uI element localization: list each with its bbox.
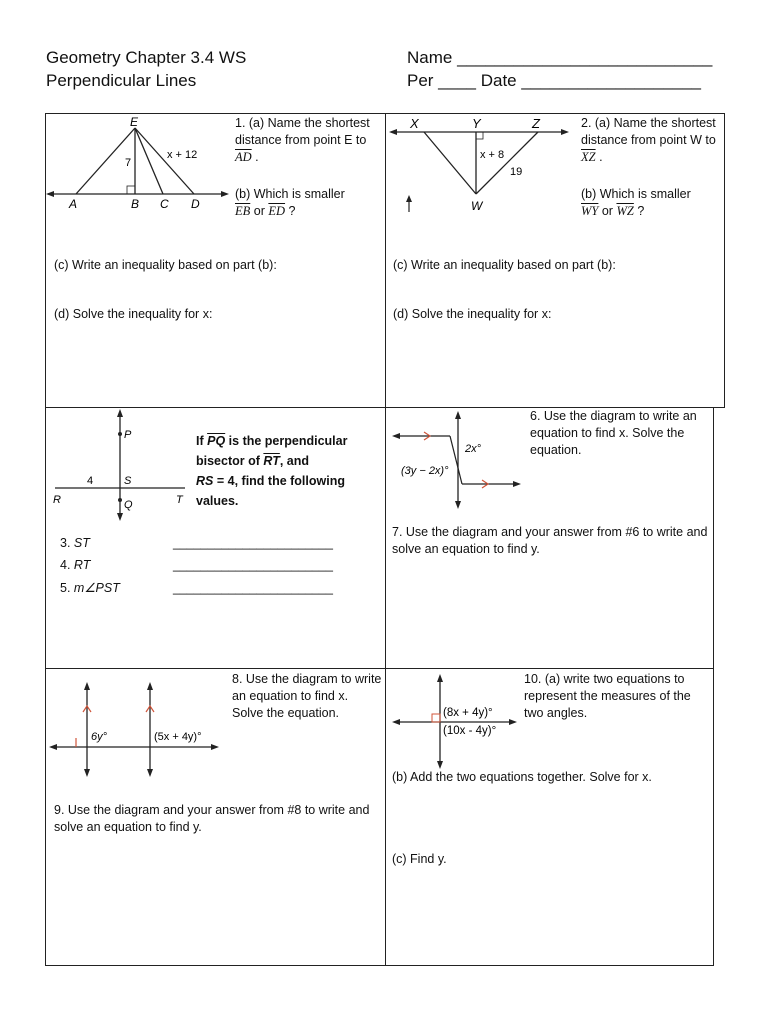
q1-label-e: E <box>130 115 139 129</box>
q2-part-c: (c) Write an inequality based on part (b): <box>393 258 616 272</box>
worksheet-subtitle: Perpendicular Lines <box>46 71 197 90</box>
q3-label-t: T <box>176 494 183 506</box>
q3-5-diagram <box>50 408 190 523</box>
q1-seg-ed: $\overline{ED}$ <box>268 204 286 218</box>
q10-angle-8x-4y: (8x + 4y)° <box>443 707 493 719</box>
q1-label-d: D <box>191 197 200 211</box>
q3-length-4: 4 <box>87 475 94 487</box>
q2-part-d: (d) Solve the inequality for x: <box>393 307 552 321</box>
q5-item: 5. m∠PST <box>60 581 120 595</box>
q10-diagram <box>390 670 520 770</box>
q8-angle-5x-4y: (5x + 4y)° <box>154 731 202 743</box>
q2-part-a: 2. (a) Name the shortest distance from point W to $\overline{XZ}$ . <box>581 116 716 164</box>
q2-length-19: 19 <box>510 166 523 178</box>
q3-item: 3. ST <box>60 536 90 550</box>
q1-seg-eb: $\overline{EB}$ <box>235 204 251 218</box>
q10-part-a: 10. (a) write two equations to represent the measures of the two angles. <box>524 672 691 720</box>
q8-angle-6y: 6y° <box>91 731 108 743</box>
q1-part-d: (d) Solve the inequality for x: <box>54 307 213 321</box>
q3-label-p: P <box>124 429 132 441</box>
q5-answer-blank[interactable]: _______________________ <box>173 581 333 595</box>
q8-diagram <box>48 678 228 778</box>
q2-label-w: W <box>471 199 483 213</box>
q3-5-prompt: If $\overline{PQ}$ is the perpendicular bisector of $\overline{RT}$, and RS = 4, find the following values. <box>196 434 348 508</box>
q1-diagram <box>46 114 231 214</box>
q2-label-y: Y <box>472 116 481 131</box>
q10-part-b: (b) Add the two equations together. Solve for x. <box>392 770 652 784</box>
q3-label-s: S <box>124 475 132 487</box>
q10-part-c: (c) Find y. <box>392 852 447 866</box>
q1-seg-ad: $\overline{AD}$ <box>235 150 252 164</box>
q6-angle-2x: 2x° <box>465 443 482 455</box>
q2-part-b: (b) Which is smaller $\overline{WY}$ or $\overline{WZ}$ ? <box>581 187 691 218</box>
q6-angle-3y-2x: (3y − 2x)° <box>401 465 449 477</box>
q2-seg-xz: $\overline{XZ}$ <box>581 150 596 164</box>
q2-label-z: Z <box>532 116 540 131</box>
q10-angle-10x-4y: (10x - 4y)° <box>443 725 497 737</box>
q3-seg-rt: $\overline{RT}$ <box>263 454 280 468</box>
q7-prompt: 7. Use the diagram and your answer from #6 to write and solve an equation to find y. <box>392 525 708 556</box>
q1-length-7: 7 <box>125 157 132 169</box>
q3-label-q: Q <box>124 499 133 511</box>
q1-label-c: C <box>160 197 169 211</box>
name-field[interactable]: Name ___________________________ <box>407 48 713 67</box>
q1-part-c: (c) Write an inequality based on part (b): <box>54 258 277 272</box>
q4-item: 4. RT <box>60 558 91 572</box>
q3-seg-pq: $\overline{PQ}$ <box>207 434 226 448</box>
q3-seg-rs: RS <box>196 474 214 488</box>
q2-label-x: X <box>410 116 419 131</box>
worksheet-title: Geometry Chapter 3.4 WS <box>46 48 247 67</box>
q2-seg-wz: $\overline{WZ}$ <box>616 204 634 218</box>
q3-answer-blank[interactable]: _______________________ <box>173 536 333 550</box>
q1-part-b: (b) Which is smaller $\overline{EB}$ or $\overline{ED}$ ? <box>235 187 345 218</box>
q8-prompt: 8. Use the diagram to write an equation to find x. Solve the equation. <box>232 672 382 720</box>
q2-seg-wy: $\overline{WY}$ <box>581 204 599 218</box>
period-date-field[interactable]: Per ____ Date ___________________ <box>407 71 701 90</box>
q2-expression: x + 8 <box>480 149 505 161</box>
q1-part-a: 1. (a) Name the shortest distance from point E to $\overline{AD}$ . <box>235 116 370 164</box>
q1-expression: x + 12 <box>167 149 198 161</box>
q2-diagram <box>386 114 576 214</box>
q4-answer-blank[interactable]: _______________________ <box>173 558 333 572</box>
q1-label-a: A <box>69 197 78 211</box>
q9-prompt: 9. Use the diagram and your answer from #8 to write and solve an equation to find y. <box>54 803 370 834</box>
q3-label-r: R <box>53 494 61 506</box>
q6-diagram <box>390 410 525 510</box>
q6-prompt: 6. Use the diagram to write an equation to find x. Solve the equation. <box>530 409 697 457</box>
q1-label-b: B <box>131 197 140 211</box>
